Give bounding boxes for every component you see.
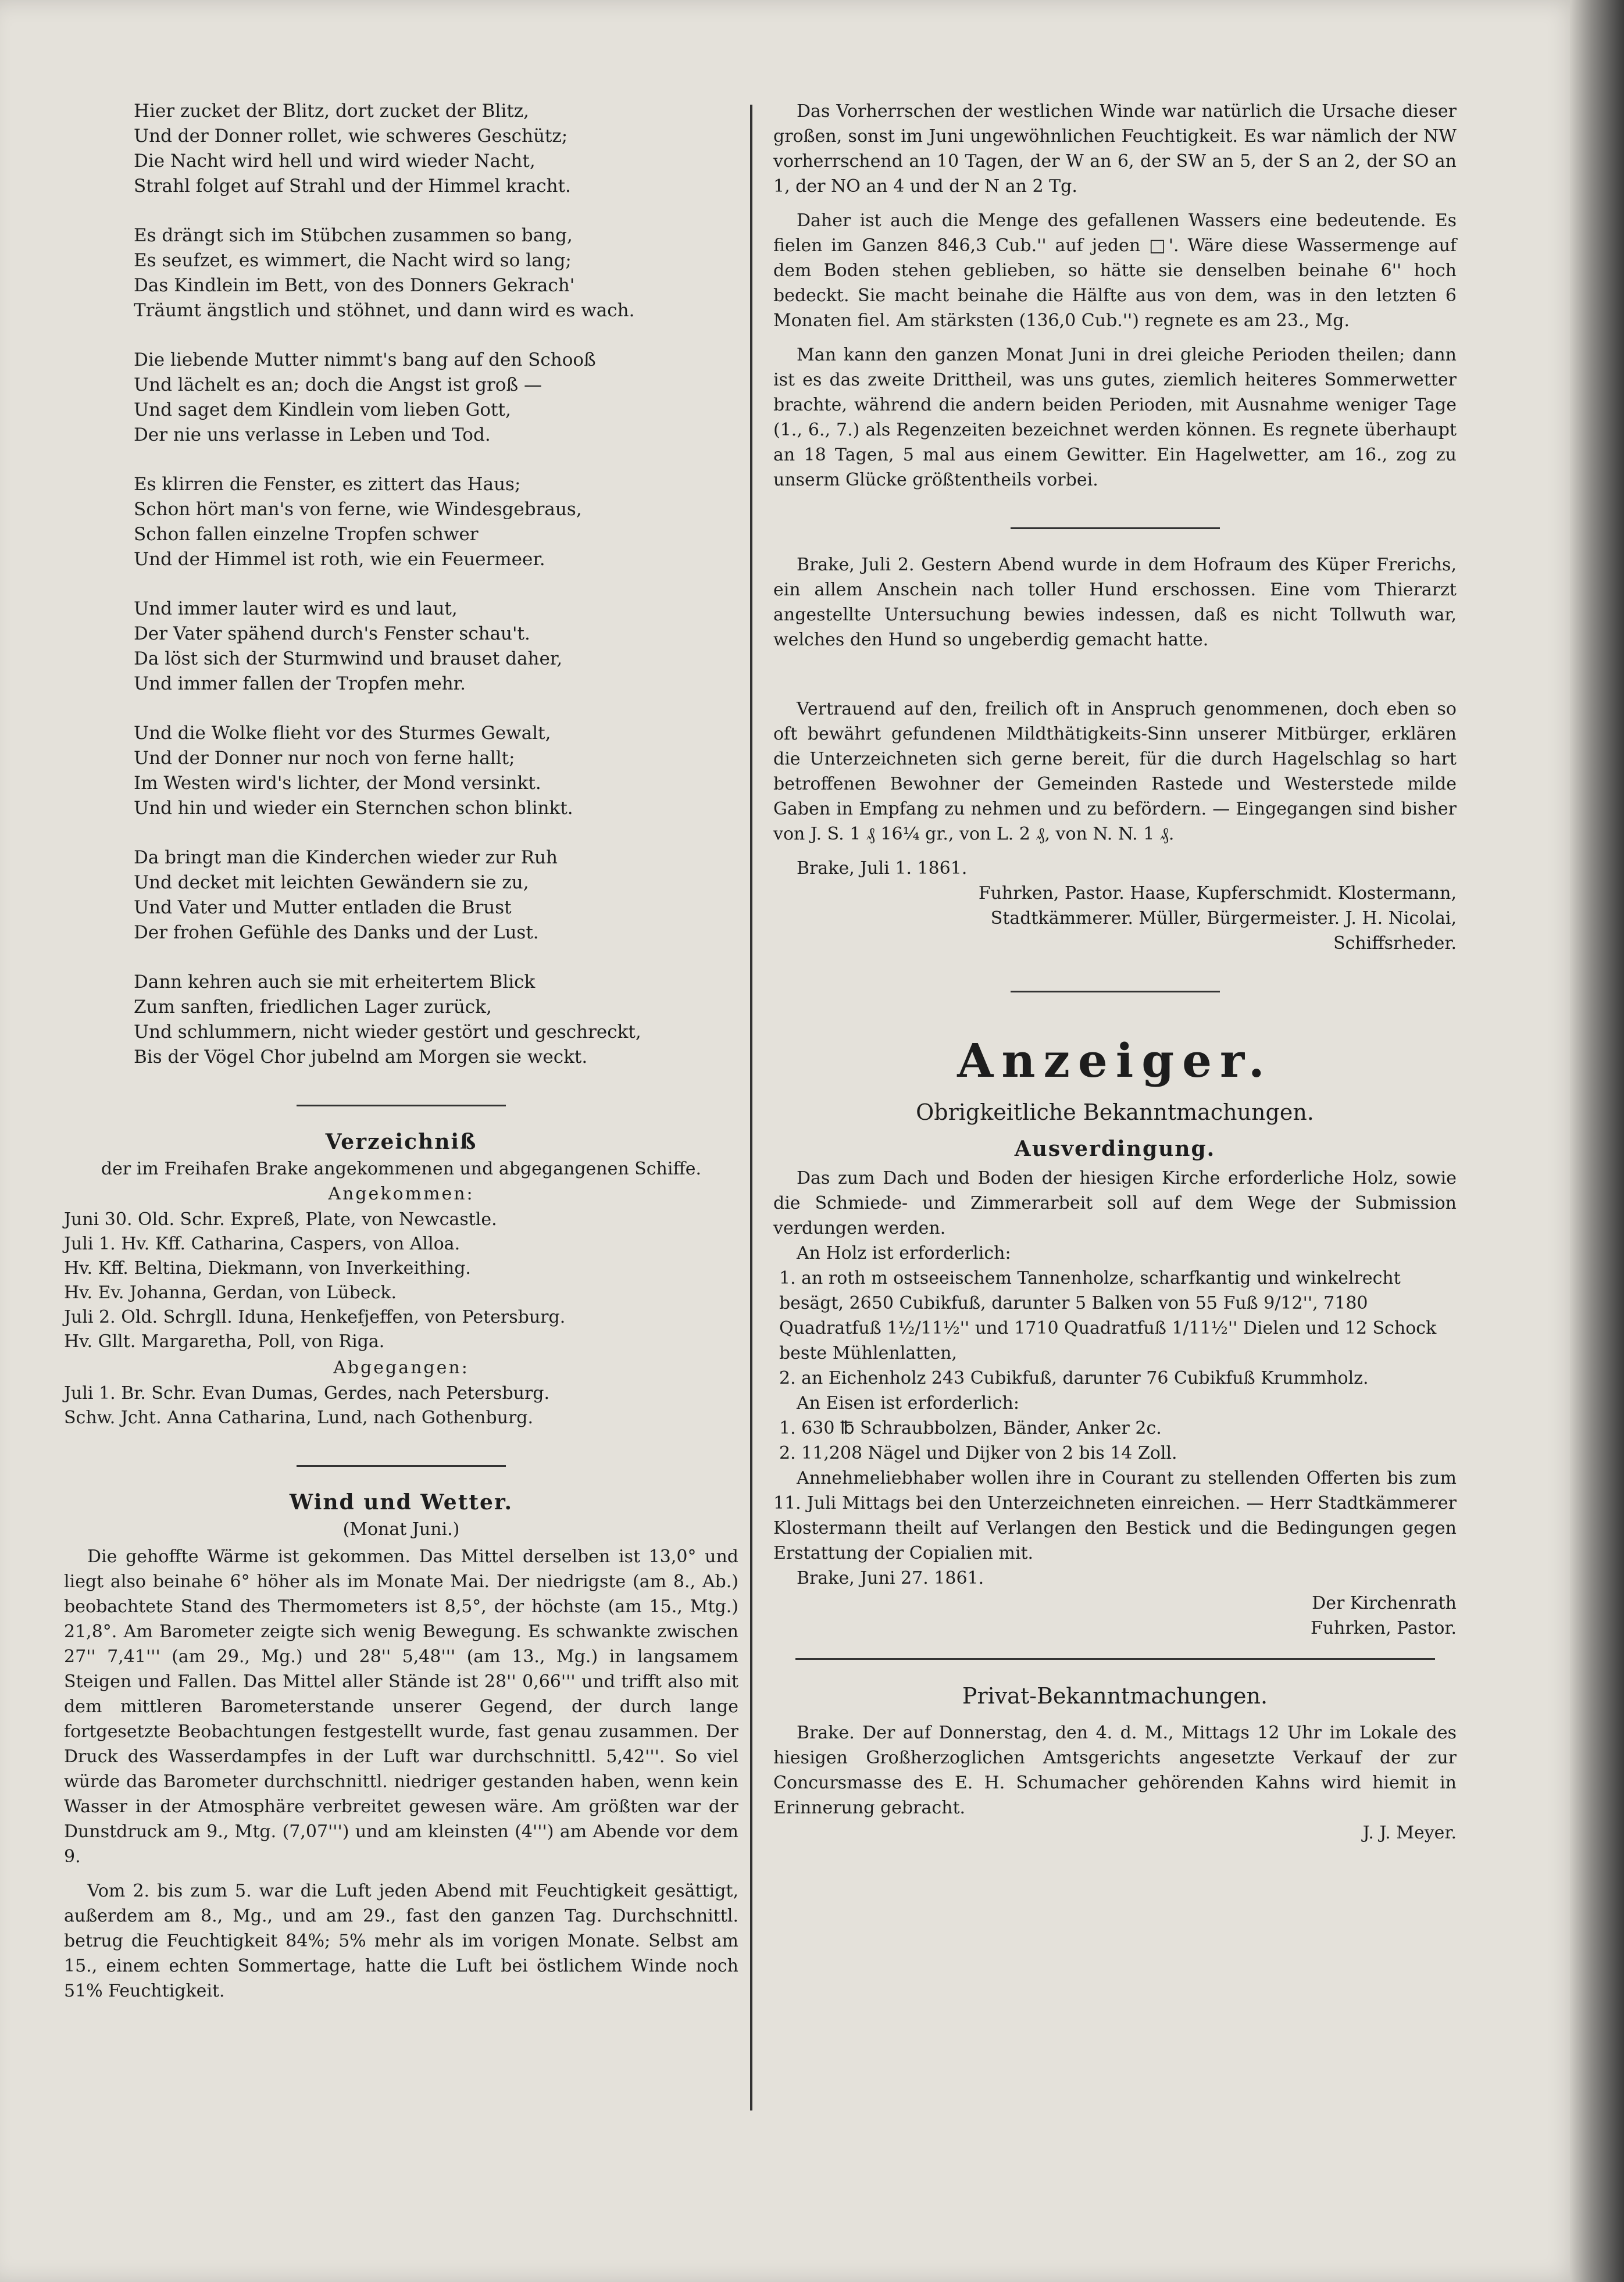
poem xyxy=(64,99,738,1070)
ship-row: Hv. Ev. Johanna, Gerdan, von Lübeck. xyxy=(64,1283,397,1303)
poem-line: Es seufzet, es wimmert, die Nacht wird so lang; xyxy=(134,250,572,271)
poem-stanza xyxy=(134,845,738,945)
official-heading: Obrigkeitliche Bekanntmachungen. xyxy=(916,1099,1314,1125)
poem-line: Der frohen Gefühle des Danks und der Lust. xyxy=(134,922,539,943)
short-rule xyxy=(297,1465,506,1467)
arrived-list xyxy=(64,1208,738,1354)
charity-signer: Fuhrken, Pastor. Haase, Kupferschmidt. Klostermann, xyxy=(978,883,1457,903)
poem-line: Da bringt man die Kinderchen wieder zur Ruh xyxy=(134,847,558,868)
poem-line: Die Nacht wird hell und wird wieder Nacht, xyxy=(134,151,536,172)
poem-stanza xyxy=(134,970,738,1070)
tender-intro: Das zum Dach und Boden der hiesigen Kirche erforderliche Holz, sowie die Schmiede- und Zimmerarbeit soll auf dem Wege der Submission verdungen werden. xyxy=(773,1168,1457,1238)
weather-paragraph: Daher ist auch die Menge des gefallenen Wassers eine bedeutende. Es fielen im Ganzen 846,3 Cub.'' auf jeden □'. Wäre diese Wassermenge auf dem Boden stehen geblieben, so hätte sie denselben beinahe 6'' hoch bedeckt. Sie macht beinahe die Hälfte aus von dem, was in den letzten 6 Monaten fiel. Am stärksten (136,0 Cub.'') regnete es am 23., Mg. xyxy=(773,210,1457,331)
weather-paragraph: Vom 2. bis zum 5. war die Luft jeden Abend mit Feuchtigkeit gesättigt, außerdem am 8., Mg., und am 29., fast den ganzen Tag. Durchschnittl. betrug die Feuchtigkeit 84%; 5% mehr als im vorigen Monate. Selbst am 15., einem echten Sommertage, hatte die Luft bei östlichem Winde noch 51% Feuchtigkeit. xyxy=(64,1881,738,2001)
charity-signer: Schiffsrheder. xyxy=(1333,933,1457,953)
tender-closing: Annehmeliebhaber wollen ihre in Courant zu stellenden Offerten bis zum 11. Juli Mittags bei den Unterzeichneten einreichen. — Herr Stadtkämmerer Klostermann theilt auf Verlangen den Bestick und die Bedingungen gegen Erstattung der Copialien mit. xyxy=(773,1468,1457,1563)
charity-date: Brake, Juli 1. 1861. xyxy=(797,858,968,878)
poem-stanza xyxy=(134,472,738,572)
private-signer: J. J. Meyer. xyxy=(1362,1823,1457,1843)
poem-line: Im Westen wird's lichter, der Mond versinkt. xyxy=(134,773,541,794)
tender-signer: Fuhrken, Pastor. xyxy=(1311,1618,1457,1638)
short-rule xyxy=(1011,991,1220,992)
poem-line: Hier zucket der Blitz, dort zucket der Blitz, xyxy=(134,101,529,122)
ship-row: Schw. Jcht. Anna Catharina, Lund, nach Gothenburg. xyxy=(64,1408,533,1428)
departed-heading: Abgegangen: xyxy=(333,1358,469,1378)
poem-stanza xyxy=(134,721,738,821)
poem-line: Strahl folget auf Strahl und der Himmel kracht. xyxy=(134,176,571,197)
poem-stanza xyxy=(134,223,738,323)
short-rule xyxy=(1011,527,1220,529)
weather-title: Wind und Wetter. xyxy=(289,1490,513,1515)
poem-line: Schon hört man's von ferne, wie Windesgebraus, xyxy=(134,499,582,520)
poem-line: Und saget dem Kindlein vom lieben Gott, xyxy=(134,399,511,420)
ship-row: Juni 30. Old. Schr. Expreß, Plate, von Newcastle. xyxy=(64,1209,497,1230)
news-charity: Vertrauend auf den, freilich oft in Anspruch genommenen, doch eben so oft bewährt gefundenen Mildthätigkeits-Sinn unserer Mitbürger, erklären die Unterzeichneten sich gerne bereit, für die durch Hagelschlag so hart betroffenen Bewohner der Gemeinden Rastede und Westerstede milde Gaben in Empfang zu nehmen und zu befördern. — Eingegangen sind bisher von J. S. 1 ₰ 16¼ gr., von L. 2 ₰, von N. N. 1 ₰. xyxy=(773,699,1457,844)
poem-line: Und schlummern, nicht wieder gestört und geschreckt, xyxy=(134,1022,641,1042)
poem-line: Und immer lauter wird es und laut, xyxy=(134,598,458,619)
poem-stanza xyxy=(134,99,738,199)
ship-row: Juli 2. Old. Schrgll. Iduna, Henkefjeffen, von Petersburg. xyxy=(64,1307,566,1327)
poem-line: Es klirren die Fenster, es zittert das Haus; xyxy=(134,474,521,495)
weather-paragraph: Die gehoffte Wärme ist gekommen. Das Mittel derselben ist 13,0° und liegt also beinahe 6° höher als im Monate Mai. Der niedrigste (am 8., Ab.) beobachtete Stand des Thermometers ist 8,5°, der höchste (am 15., Mtg.) 21,8°. Am Barometer zeigte sich wenig Bewegung. Es schwankte zwischen 27'' 7,41''' (am 29., Mg.) und 28'' 5,48''' (am 13., Mg.) in langsamem Steigen und Fallen. Das Mittel aller Stände ist 28'' 0,66''' und trifft also mit dem mittleren Barometerstande unserer Gegend, der durch lange fortgesetzte Beobachtungen festgestellt wurde, fast genau zusammen. Der Druck des Wasserdampfes in der Luft war durchschnittl. 5,42'''. So viel würde das Barometer durchschnittl. niedriger gestanden haben, wenn kein Wasser in der Atmosphäre verbreitet gewesen wäre. Am größten war der Dunstdruck am 9., Mtg. (7,07''') und am kleinsten (4''') am Abende vor dem 9. xyxy=(64,1547,738,1867)
poem-line: Und der Donner nur noch von ferne hallt; xyxy=(134,748,515,769)
book-edge xyxy=(1570,0,1624,2282)
news-brake: Brake, Juli 2. Gestern Abend wurde in dem Hofraum des Küper Frerichs, ein allem Anschein nach toller Hund erschossen. Eine vom Thierarzt angestellte Untersuchung bewies indessen, daß es nicht Tollwuth war, welches den Hund so ungeberdig gemacht hatte. xyxy=(773,555,1457,650)
charity-signer: Stadtkämmerer. Müller, Bürgermeister. J. H. Nicolai, xyxy=(990,908,1457,928)
left-column xyxy=(64,99,738,2013)
poem-stanza xyxy=(134,348,738,448)
poem-line: Bis der Vögel Chor jubelnd am Morgen sie weckt. xyxy=(134,1047,588,1067)
private-heading: Privat-Bekanntmachungen. xyxy=(962,1683,1268,1709)
poem-line: Und hin und wieder ein Sternchen schon blinkt. xyxy=(134,798,573,819)
arrived-heading: Angekommen: xyxy=(328,1184,474,1204)
poem-line: Und lächelt es an; doch die Angst ist groß — xyxy=(134,374,542,395)
anzeiger-title: Anzeiger. xyxy=(957,1033,1273,1088)
departed-list xyxy=(64,1381,738,1430)
wood-heading: An Holz ist erforderlich: xyxy=(797,1243,1011,1263)
tender-signer: Der Kirchenrath xyxy=(1312,1593,1457,1613)
ships-title: Verzeichniß xyxy=(325,1130,477,1154)
poem-line: Der Vater spähend durch's Fenster schau't. xyxy=(134,623,530,644)
poem-line: Zum sanften, friedlichen Lager zurück, xyxy=(134,997,492,1017)
poem-line: Die liebende Mutter nimmt's bang auf den Schooß xyxy=(134,349,596,370)
iron-item: 1. 630 ℔ Schraubbolzen, Bänder, Anker 2c. xyxy=(779,1418,1162,1438)
poem-line: Und Vater und Mutter entladen die Brust xyxy=(134,897,512,918)
right-column xyxy=(773,99,1457,1845)
ship-row: Hv. Gllt. Margaretha, Poll, von Riga. xyxy=(64,1331,385,1352)
ship-row: Juli 1. Br. Schr. Evan Dumas, Gerdes, nach Petersburg. xyxy=(64,1383,550,1404)
weather-paragraph: Das Vorherrschen der westlichen Winde war natürlich die Ursache dieser großen, sonst im Juni ungewöhnlichen Feuchtigkeit. Es war nämlich der NW vorherrschend an 10 Tagen, der W an 6, der SW an 5, der S an 2, der SO an 1, der NO an 4 und der N an 2 Tg. xyxy=(773,101,1457,197)
poem-line: Schon fallen einzelne Tropfen schwer xyxy=(134,524,479,545)
poem-line: Und der Himmel ist roth, wie ein Feuermeer. xyxy=(134,549,545,570)
poem-line: Und die Wolke flieht vor des Sturmes Gewalt, xyxy=(134,723,551,744)
ship-row: Juli 1. Hv. Kff. Catharina, Caspers, von Alloa. xyxy=(64,1234,461,1254)
ships-subtitle: der im Freihafen Brake angekommenen und abgegangenen Schiffe. xyxy=(101,1159,702,1179)
poem-line: Träumt ängstlich und stöhnet, und dann wird es wach. xyxy=(134,300,635,321)
tender-date: Brake, Juni 27. 1861. xyxy=(797,1568,984,1588)
long-rule xyxy=(795,1658,1435,1660)
weather-subtitle: (Monat Juni.) xyxy=(342,1519,460,1540)
poem-line: Und immer fallen der Tropfen mehr. xyxy=(134,673,466,694)
private-text: Brake. Der auf Donnerstag, den 4. d. M., Mittags 12 Uhr im Lokale des hiesigen Großherzoglichen Amtsgerichts angesetzte Verkauf der zur Concursmasse des E. H. Schumacher gehörenden Kahns wird hiemit in Erinnerung gebracht. xyxy=(773,1723,1457,1818)
poem-line: Dann kehren auch sie mit erheitertem Blick xyxy=(134,972,536,992)
column-divider xyxy=(750,105,752,2110)
poem-line: Und der Donner rollet, wie schweres Geschütz; xyxy=(134,126,568,147)
poem-line: Das Kindlein im Bett, von des Donners Gekrach' xyxy=(134,275,575,296)
poem-line: Und decket mit leichten Gewändern sie zu, xyxy=(134,872,529,893)
poem-line: Da löst sich der Sturmwind und brauset daher, xyxy=(134,648,563,669)
ship-row: Hv. Kff. Beltina, Diekmann, von Inverkeithing. xyxy=(64,1258,471,1279)
poem-line: Es drängt sich im Stübchen zusammen so bang, xyxy=(134,225,573,246)
wood-item: 1. an roth m ostseeischem Tannenholze, scharfkantig und winkelrecht besägt, 2650 Cubikfuß, darunter 5 Balken von 55 Fuß 9/12'', 7180 Quadratfuß 1½/11½'' und 1710 Quadratfuß 1/11½'' Dielen und 12 Schock beste Mühlenlatten, xyxy=(779,1268,1437,1363)
short-rule xyxy=(297,1105,506,1106)
wood-item: 2. an Eichenholz 243 Cubikfuß, darunter 76 Cubikfuß Krummholz. xyxy=(779,1368,1369,1388)
iron-item: 2. 11,208 Nägel und Dijker von 2 bis 14 Zoll. xyxy=(779,1443,1177,1463)
iron-heading: An Eisen ist erforderlich: xyxy=(797,1393,1019,1413)
poem-stanza xyxy=(134,597,738,697)
poem-line: Der nie uns verlasse in Leben und Tod. xyxy=(134,424,491,445)
tender-title: Ausverdingung. xyxy=(1014,1137,1216,1161)
weather-paragraph: Man kann den ganzen Monat Juni in drei gleiche Perioden theilen; dann ist es das zweite Drittheil, was uns gutes, ziemlich heiteres Sommerwetter brachte, während die andern beiden Perioden, mit Ausnahme weniger Tage (1., 6., 7.) als Regenzeiten bezeichnet werden können. Es regnete überhaupt an 18 Tagen, 5 mal aus einem Gewitter. Ein Hagelwetter, am 16., zog zu unserm Glücke größtentheils vorbei. xyxy=(773,345,1457,490)
